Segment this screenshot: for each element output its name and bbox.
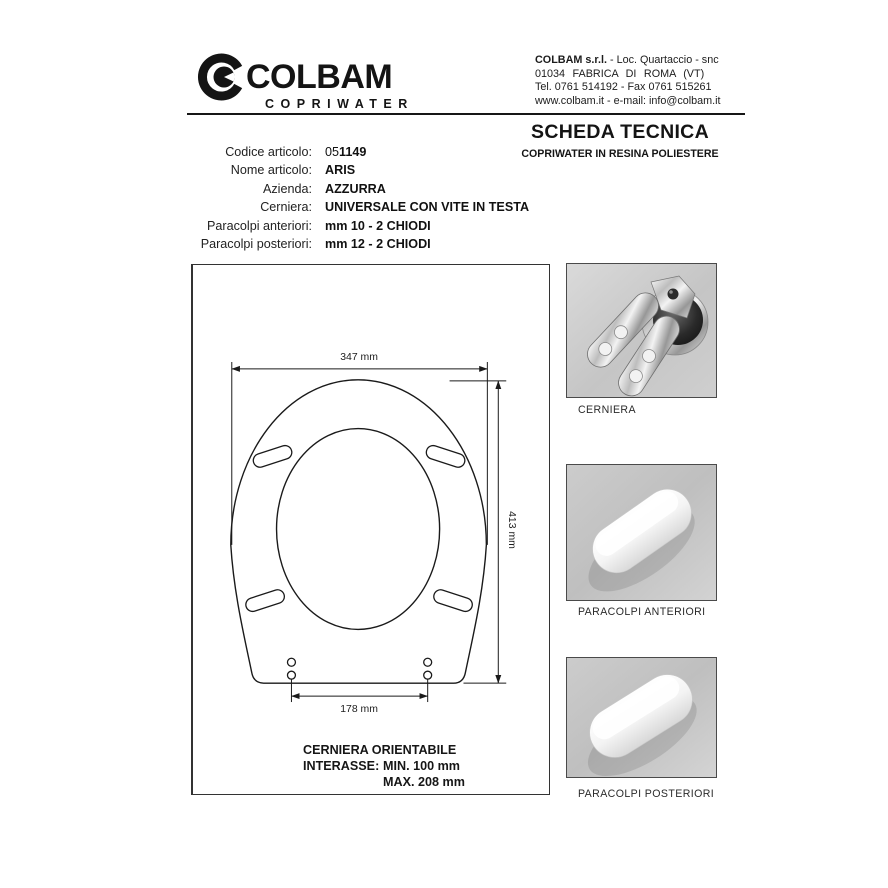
height-dimension-label: 413 mm — [506, 511, 518, 549]
hinge-spacing-label: 178 mm — [340, 703, 378, 715]
detail-label: Azienda: — [262, 181, 312, 196]
detail-label: Nome articolo: — [230, 163, 312, 178]
front-buffer-caption: PARACOLPI ANTERIORI — [578, 606, 706, 618]
interasse-max: MAX. 208 mm — [383, 775, 465, 789]
detail-label: Paracolpi posteriori: — [200, 237, 312, 252]
detail-row-paracolpi-posteriori — [187, 235, 529, 253]
hinge-photo — [566, 263, 717, 398]
detail-row-nome — [187, 161, 529, 179]
detail-label: Cerniera: — [260, 200, 312, 215]
rear-buffer-photo — [566, 657, 717, 778]
drawing-panel — [191, 264, 550, 795]
toilet-seat-drawing — [193, 265, 550, 794]
company-address-line1: COLBAM s.r.l. - Loc. Quartaccio - snc — [535, 54, 719, 66]
colbam-logo-icon — [194, 50, 248, 106]
company-address-line2: 01034 FABRICA DI ROMA (VT) — [535, 67, 705, 80]
detail-value: mm 12 - 2 CHIODI — [325, 237, 431, 252]
hinge-photo-caption: CERNIERA — [578, 404, 636, 416]
detail-label: Paracolpi anteriori: — [207, 218, 312, 233]
company-info — [535, 54, 747, 108]
rear-buffer-caption: PARACOLPI POSTERIORI — [578, 788, 715, 800]
detail-row-paracolpi-anteriori — [187, 217, 529, 235]
brand-subname: COPRIWATER — [265, 97, 414, 111]
title-block — [495, 121, 745, 160]
company-phone-line: Tel. 0761 514192 - Fax 0761 515261 — [535, 81, 712, 94]
detail-value: AZZURRA — [325, 181, 386, 196]
interasse-min: MIN. 100 mm — [383, 759, 460, 773]
detail-label: Codice articolo: — [225, 145, 312, 159]
hinge-note — [303, 742, 465, 790]
company-web-line: www.colbam.it - e-mail: info@colbam.it — [535, 94, 721, 107]
width-dimension-label: 347 mm — [340, 351, 378, 363]
header-divider — [187, 113, 745, 115]
detail-value: mm 10 - 2 CHIODI — [325, 218, 431, 233]
article-details — [187, 143, 529, 253]
detail-value: ARIS — [325, 163, 356, 178]
seat-opening — [277, 429, 440, 630]
brand-name: COLBAM — [246, 58, 393, 96]
hinge-note-title: CERNIERA ORIENTABILE — [303, 743, 457, 757]
interasse-label: INTERASSE: — [303, 759, 380, 773]
detail-value: UNIVERSALE CON VITE IN TESTA — [325, 200, 530, 215]
page-title: SCHEDA TECNICA — [531, 121, 709, 143]
detail-value: 051149 — [325, 145, 367, 159]
front-buffer-photo — [566, 464, 717, 601]
detail-row-cerniera — [187, 198, 529, 216]
detail-row-azienda — [187, 180, 529, 198]
page-subtitle: COPRIWATER IN RESINA POLIESTERE — [521, 148, 719, 160]
detail-row-codice — [187, 143, 529, 161]
